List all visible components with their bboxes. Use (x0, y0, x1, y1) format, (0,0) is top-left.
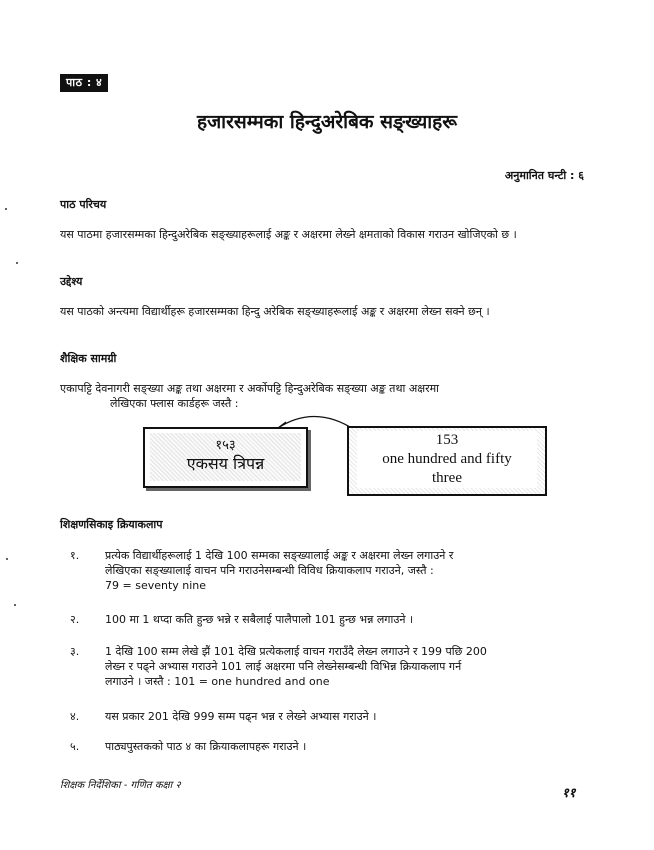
activity-line: लेखिएका सङ्ख्यालाई वाचन पनि गराउनेसम्बन्धी विविध क्रियाकलाप गराउने, जस्तै : (105, 564, 434, 577)
activity-line: लेख्न र पढ्ने अभ्यास गराउने 101 लाई अक्षरमा पनि लेख्नेसम्बन्धी विभिन्न क्रियाकलाप गर्न (105, 660, 462, 673)
objective-heading: उद्देश्य (60, 275, 83, 288)
scan-speck (5, 208, 7, 210)
scan-speck (14, 604, 16, 606)
materials-line-1: एकापट्टि देवनागरी सङ्ख्या अङ्क तथा अक्षरमा र अर्कोपट्टि हिन्दुअरेबिक सङ्ख्या अङ्क तथा अक्षरमा (60, 382, 440, 395)
activity-line: लगाउने । जस्तै : 101 = one hundred and one (105, 675, 330, 688)
activity-number: २. (70, 613, 80, 626)
footer-book-title: शिक्षक निर्देशिका - गणित कक्षा २ (60, 780, 181, 791)
activity-line: यस प्रकार 201 देखि 999 सम्म पढ्न भन्न र लेख्ने अभ्यास गराउने । (105, 710, 377, 723)
flash-card-hindu-arabic-number: 153 (435, 432, 459, 448)
activity-number: ३. (70, 645, 80, 658)
flash-card-hindu-arabic-words-2: three (432, 470, 462, 486)
flash-card-hindu-arabic (347, 426, 547, 496)
page-title: हजारसम्मका हिन्दुअरेबिक सङ्ख्याहरू (197, 111, 457, 133)
flash-card-hindu-arabic-words-1: one hundred and fifty (382, 451, 512, 467)
activity-line: प्रत्येक विद्यार्थीहरूलाई 1 देखि 100 सम्मका सङ्ख्यालाई अङ्क र अक्षरमा लेख्न लगाउने र (105, 549, 454, 562)
estimated-hours: अनुमानित घन्टी : ६ (504, 169, 584, 182)
activity-line: पाठ्यपुस्तकको पाठ ४ का क्रियाकलापहरू गराउने । (105, 740, 307, 753)
activity-line: 100 मा 1 थप्दा कति हुन्छ भन्ने र सबैलाई पालैपालो 101 हुन्छ भन्न लगाउने । (105, 613, 414, 626)
activity-number: ४. (70, 710, 80, 723)
objective-text: यस पाठको अन्त्यमा विद्यार्थीहरू हजारसम्मका हिन्दु अरेबिक सङ्ख्याहरूलाई अङ्क र अक्षरमा लेख्न सक्ने छन् । (60, 305, 490, 318)
lesson-number-tag: पाठ : ४ (60, 74, 108, 92)
materials-heading: शैक्षिक सामग्री (60, 352, 117, 365)
flash-card-devanagari-words: एकसय त्रिपन्न (186, 454, 265, 473)
activity-line: 79 = seventy nine (105, 579, 207, 592)
activity-number: ५. (70, 740, 80, 753)
activity-number: १. (70, 549, 80, 562)
intro-text: यस पाठमा हजारसम्मका हिन्दुअरेबिक सङ्ख्याहरूलाई अङ्क र अक्षरमा लेख्ने क्षमताको विकास गराउन खोजिएको छ । (60, 228, 517, 241)
activity-line: 1 देखि 100 सम्म लेखे झैं 101 देखि प्रत्येकलाई वाचन गराउँदै लेख्न लगाउने र 199 पछि 200 (105, 645, 487, 658)
footer-page-number: ११ (562, 786, 576, 801)
flash-card-devanagari-number: १५३ (215, 438, 236, 453)
flash-card-devanagari (143, 427, 308, 488)
activities-heading: शिक्षणसिकाइ क्रियाकलाप (60, 518, 163, 531)
intro-heading: पाठ परिचय (60, 198, 107, 211)
scan-speck (6, 558, 8, 560)
materials-text (60, 381, 595, 411)
scan-speck (16, 262, 18, 264)
materials-line-2: लेखिएका फ्लास कार्डहरू जस्तै : (110, 397, 239, 410)
